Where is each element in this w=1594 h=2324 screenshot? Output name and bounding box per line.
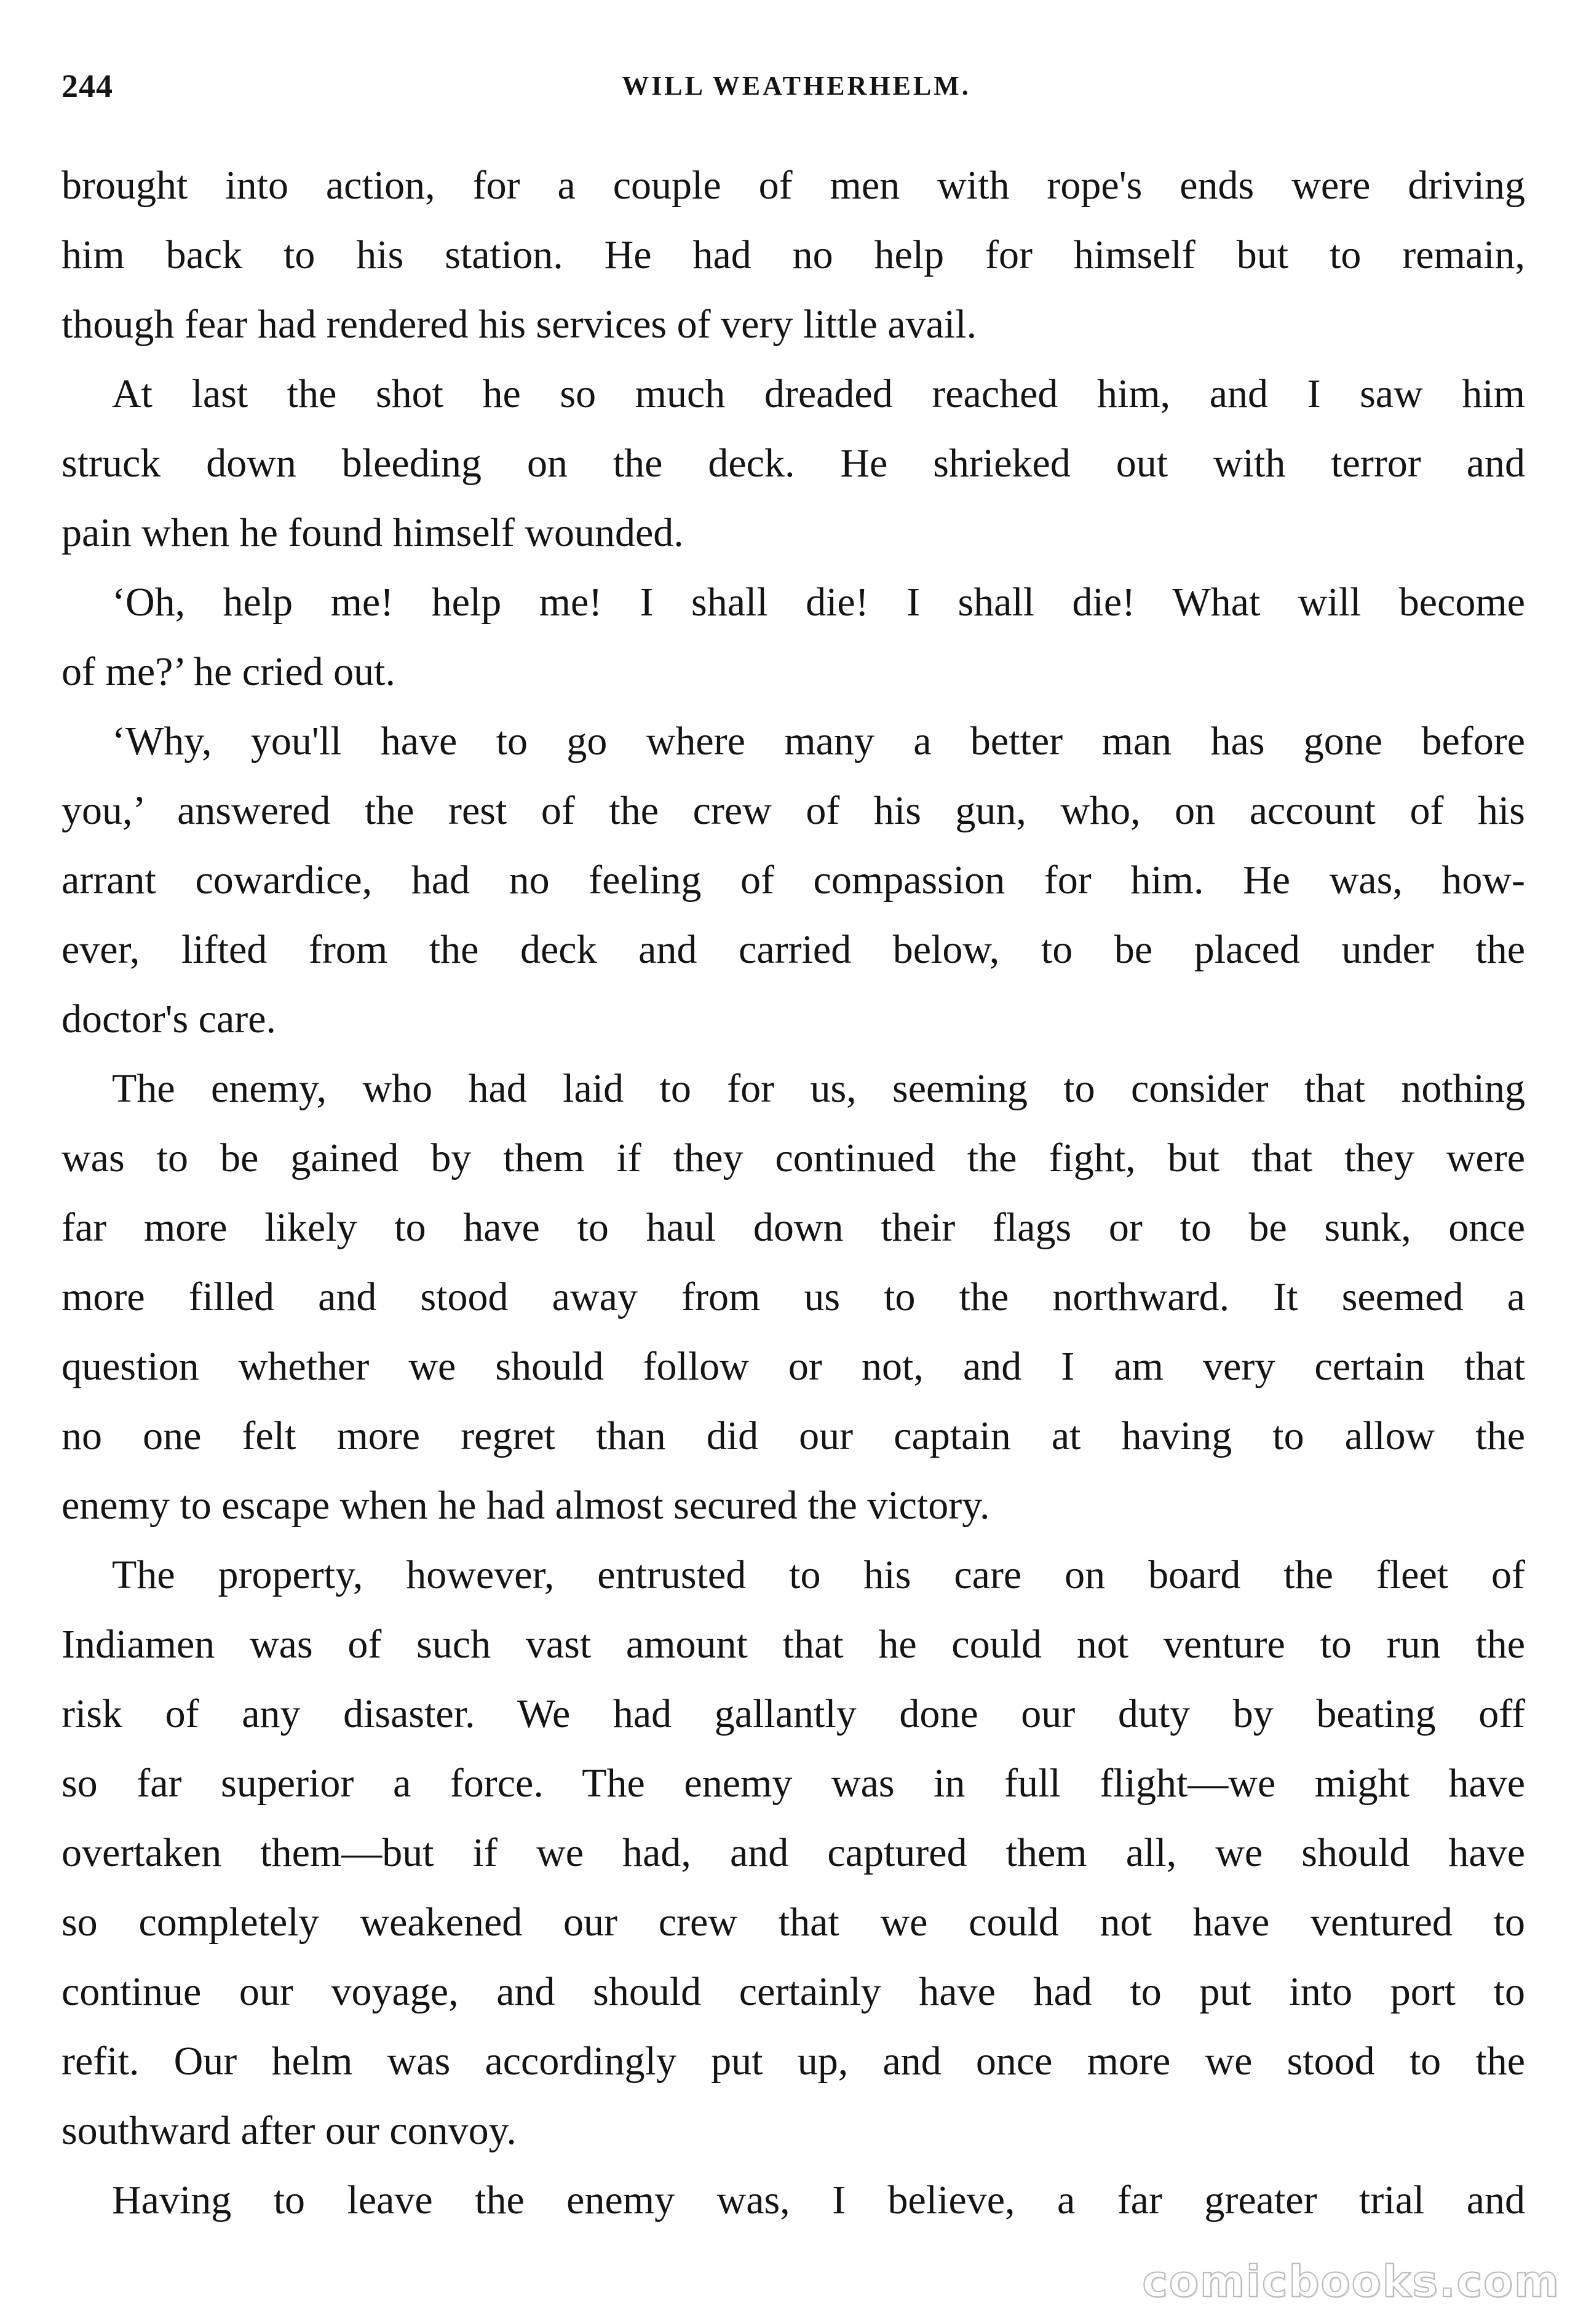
text-line: continue our voyage, and should certainly have had to put into port to [61,1969,1525,2014]
running-head [61,58,1531,114]
text-line: The enemy, who had laid to for us, seeming to consider that nothing [112,1066,1525,1111]
paragraph [61,151,1525,359]
paragraph [61,567,1525,706]
text-line: At last the shot he so much dreaded reached him, and I saw him [112,371,1525,416]
paragraph [61,1540,1525,2165]
body-text [61,151,1525,2235]
text-line: doctor's care. [61,997,277,1041]
text-line: so far superior a force. The enemy was in full flight—we might have [61,1761,1525,1806]
text-line: overtaken them—but if we had, and captured them all, we should have [61,1830,1525,1875]
text-line: enemy to escape when he had almost secured the victory. [61,1483,990,1528]
text-line: him back to his station. He had no help for himself but to remain, [61,232,1525,277]
text-line: ever, lifted from the deck and carried below, to be placed under the [61,927,1525,972]
text-line: more filled and stood away from us to the northward. It seemed a [61,1275,1525,1319]
paragraph [61,359,1525,567]
text-line: so completely weakened our crew that we could not have ventured to [61,1900,1525,1945]
text-line: was to be gained by them if they continued the fight, but that they were [61,1136,1525,1180]
text-line: of me?’ he cried out. [61,649,396,694]
text-line: far more likely to have to haul down their flags or to be sunk, once [61,1205,1525,1250]
text-line: risk of any disaster. We had gallantly done our duty by beating off [61,1691,1525,1736]
running-title: WILL WEATHERHELM. [622,71,971,101]
paragraph [61,2165,1525,2235]
watermark: comicbooks.com [1142,2256,1560,2307]
text-line: The property, however, entrusted to his care on board the fleet of [112,1552,1525,1597]
text-line: refit. Our helm was accordingly put up, and once more we stood to the [61,2039,1525,2084]
text-line: southward after our convoy. [61,2108,517,2153]
text-line: though fear had rendered his services of very little avail. [61,302,977,347]
text-line: pain when he found himself wounded. [61,510,684,555]
text-line: brought into action, for a couple of men with rope's ends were driving [61,163,1525,208]
text-line: you,’ answered the rest of the crew of his gun, who, on account of his [61,788,1525,833]
text-line: ‘Why, you'll have to go where many a better man has gone before [112,719,1525,764]
text-line: Having to leave the enemy was, I believe, a far greater trial and [112,2178,1525,2223]
text-line: no one felt more regret than did our captain at having to allow the [61,1413,1525,1458]
text-line: ‘Oh, help me! help me! I shall die! I shall die! What will become [112,580,1525,625]
text-line: question whether we should follow or not, and I am very certain that [61,1344,1525,1389]
page-number: 244 [61,68,113,105]
text-line: Indiamen was of such vast amount that he could not venture to run the [61,1622,1525,1667]
text-line: struck down bleeding on the deck. He shrieked out with terror and [61,441,1525,486]
paragraph [61,1054,1525,1540]
paragraph [61,706,1525,1054]
text-line: arrant cowardice, had no feeling of compassion for him. He was, how- [61,858,1525,903]
